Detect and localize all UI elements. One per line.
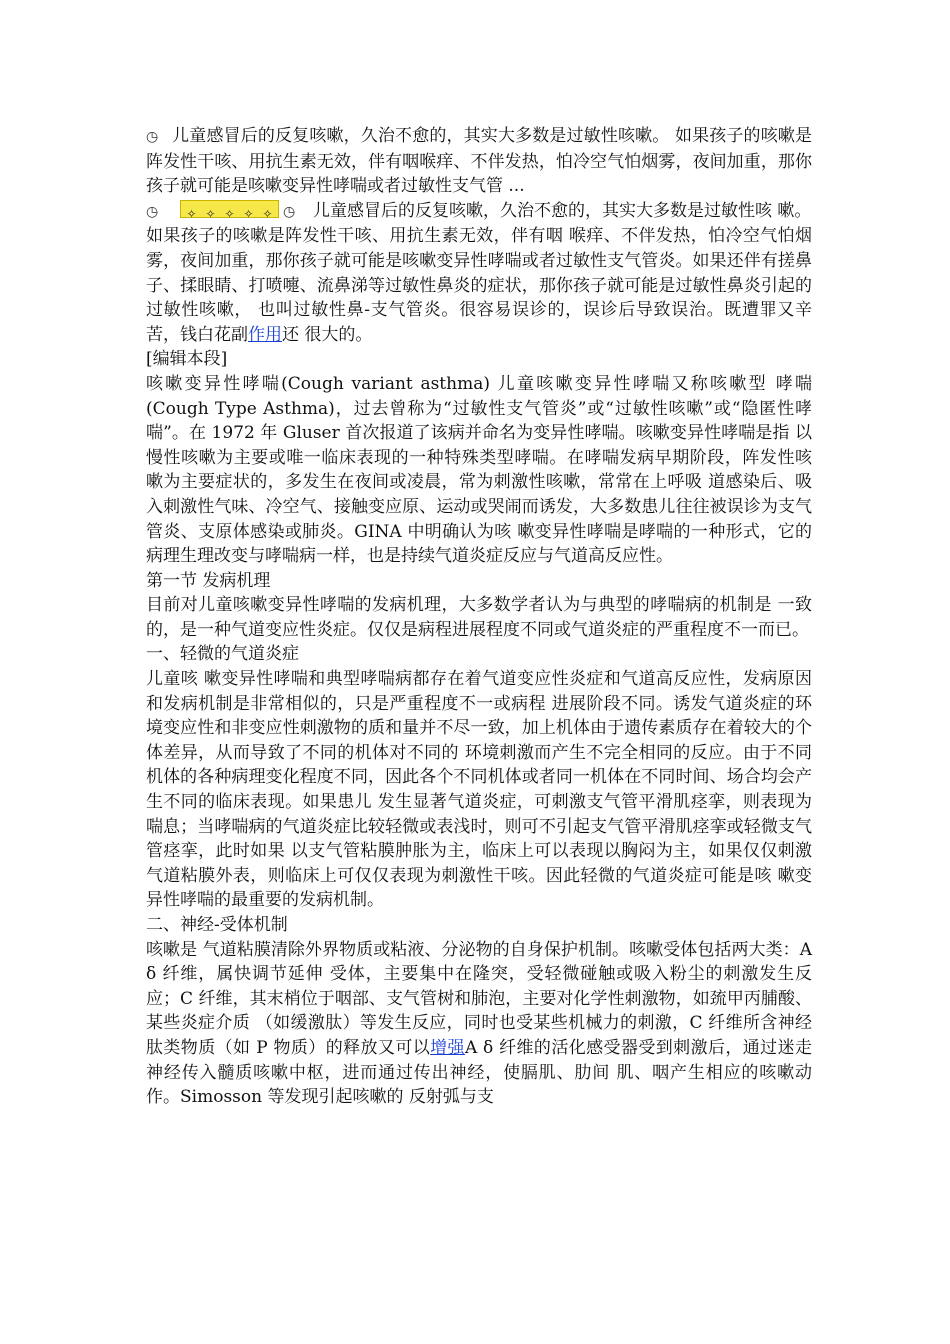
intro-rating-text: 儿童感冒后的反复咳嗽，久治不愈的，其实大多数是过敏性咳 嗽。 xyxy=(313,200,812,221)
section-paragraph: 目前对儿童咳嗽变异性哮喘的发病机理，大多数学者认为与典型的哮喘病的机制是 一致的，是一种气道变应性炎症。仅仅是病程进展程度不同或气道炎症的严重程度不一而已。 xyxy=(146,595,812,640)
subsection-heading: 一、轻微的气道炎症 xyxy=(146,644,299,665)
section-heading: 第一节 发病机理 xyxy=(146,570,271,591)
star-icon: ✧ xyxy=(224,206,235,221)
subsection-paragraph: 儿童咳 嗽变异性哮喘和典型哮喘病都存在着气道变应性炎症和气道高反应性，发病原因和发病机制是非常相似的，只是严重程度不一或病程 进展阶段不同。诱发气道炎症的环境变应性和非变应性刺激物的质和量并不尽一致，加上机体由于遗传素质存在着较大的个体差异，从而导致了不同的机体对不同的 环境刺激而产生不完全相同的反应。由于不同机体的各种病理变化程度不同，因此各个不同机体或者同一机体在不同时间、场合均会产生不同的临床表现。如果患儿 发生显著气道炎症，可刺激支气管平滑肌痉挛，则表现为喘息；当哮喘病的气道炎症比较轻微或表浅时，则可不引起支气管平滑肌痉挛或轻微支气管痉挛，此时如果 以支气管粘膜肿胀为主，临床上可以表现以胸闷为主，如果仅仅刺激气道粘膜外表，则临床上可仅仅表现为刺激性干咳。因此轻微的气道炎症可能是咳 嗽变异性哮喘的最重要的发病机制。 xyxy=(146,669,812,911)
intro-paragraph-text: 如果孩子的咳嗽是阵发性干咳、用抗生素无效，伴有咽 喉痒、不伴发热，怕冷空气怕烟雾，夜间加重，那你孩子就可能是咳嗽变异性哮喘或者过敏性支气管炎。如果还伴有搓鼻子、揉眼睛、打喷嚏、流鼻涕等过敏性鼻炎的症状，那你孩子就可能是过敏性鼻炎引起的过敏性咳嗽， 也叫过敏性鼻-支气管炎。很容易误诊的，误诊后导致误治。既遭罪又辛苦，钱白花副 xyxy=(146,226,812,345)
subsection-heading: 二、神经-受体机制 xyxy=(146,915,288,935)
subsection-paragraph-tail: A δ 纤维的活化感受器受到刺激后，通过迷走神经传入髓质咳嗽中枢，进而通过传出神经，使膈肌、肋间 肌、咽产生相应的咳嗽动作。Simosson 等发现引起咳嗽的 反射弧与支 xyxy=(146,1037,812,1108)
intro-summary xyxy=(146,124,812,199)
intro-paragraph-tail: 还 很大的。 xyxy=(282,324,373,345)
intro-rating-line xyxy=(146,199,812,225)
clock-icon: ◷ xyxy=(283,203,296,220)
star-icon: ✧ xyxy=(205,206,216,221)
star-icon: ✧ xyxy=(186,206,197,221)
subsection-paragraph xyxy=(146,938,812,1110)
rating-stars-icon[interactable] xyxy=(180,200,279,221)
clock-icon: ◷ xyxy=(146,203,159,220)
intro-summary-text: 儿童感冒后的反复咳嗽，久治不愈的，其实大多数是过敏性咳嗽。 如果孩子的咳嗽是阵发性干咳、用抗生素无效，伴有咽喉痒、不伴发热，怕冷空气怕烟雾，夜间加重，那你孩子就可能是咳嗽变异性哮喘或者过敏性支气管 ... xyxy=(146,126,812,197)
intro-paragraph xyxy=(146,224,812,347)
star-icon: ✧ xyxy=(243,206,254,221)
edit-section-link[interactable]: [编辑本段] xyxy=(146,349,228,370)
cva-paragraph: 咳嗽变异性哮喘(Cough variant asthma) 儿童咳嗽变异性哮喘又称咳嗽型 哮喘(Cough Type Asthma)，过去曾称为“过敏性支气管炎”或“过敏性咳嗽”或“隐匿性哮喘”。在 1972 年 Gluser 首次报道了该病并命名为变异性哮喘。咳嗽变异性哮喘是指 以慢性咳嗽为主要或唯一临床表现的一种特殊类型哮喘。在哮喘发病早期阶段，阵发性咳 嗽为主要症状的，多发生在夜间或凌晨，常为刺激性咳嗽，常常在上呼吸 道感染后、吸入刺激性气味、冷空气、接触变应原、运动或哭闹而诱发，大多数患儿往往被误诊为支气管炎、支原体感染或肺炎。GINA 中明确认为咳 嗽变异性哮喘是哮喘的一种形式，它的病理生理改变与哮喘病一样，也是持续气道炎症反应与气道高反应性。 xyxy=(146,373,812,567)
subsection-paragraph-text: 咳嗽是 气道粘膜清除外界物质或粘液、分泌物的自身保护机制。咳嗽受体包括两大类：A δ 纤维，属快调节延伸 受体，主要集中在隆突，受轻微碰触或吸入粉尘的刺激发生反应；C 纤维，其末梢位于咽部、支气管树和肺泡，主要对化学性刺激物，如巯甲丙脯酸、某些炎症介质 （如缓激肽）等发生反应，同时也受某些机械力的刺激，C 纤维所含神经肽类物质（如 P 物质）的释放又可以 xyxy=(146,939,812,1058)
clock-icon: ◷ xyxy=(146,129,159,145)
link-zuoyong[interactable]: 作用 xyxy=(248,324,282,345)
link-zengqiang[interactable]: 增强 xyxy=(430,1037,465,1058)
star-icon: ✧ xyxy=(262,206,273,221)
document-body xyxy=(146,124,812,1110)
